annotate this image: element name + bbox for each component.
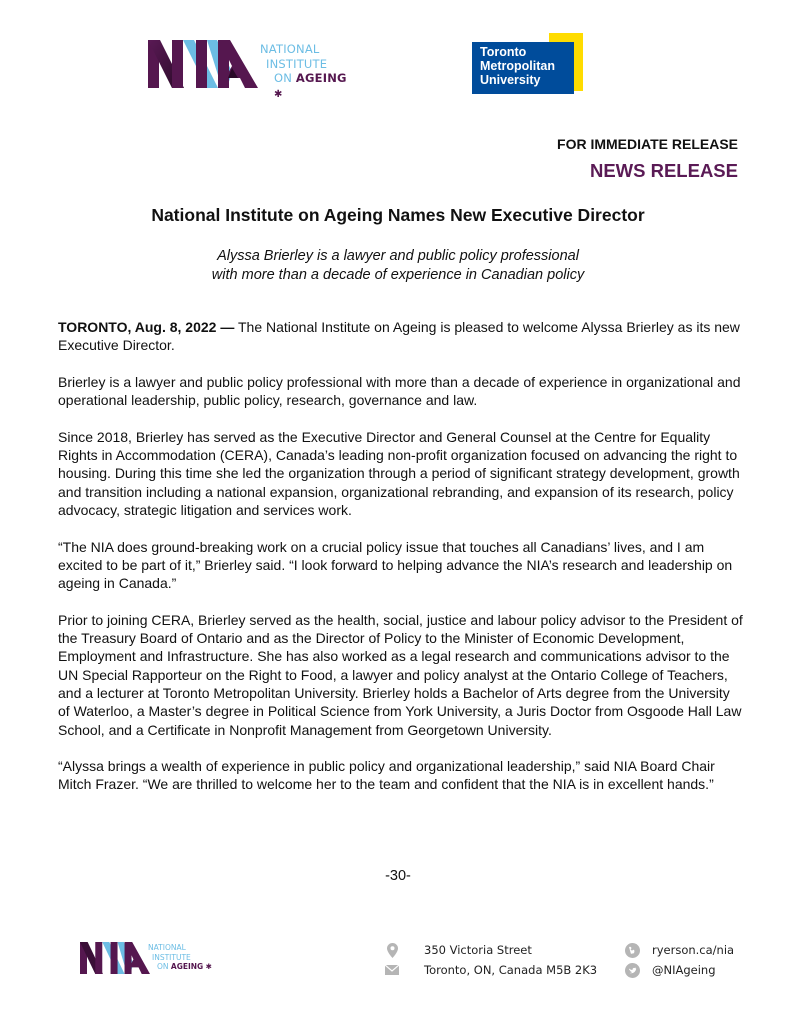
footer-logo-line-1: NATIONAL (148, 943, 186, 952)
end-mark: -30- (385, 868, 411, 884)
footer-maple-leaf-icon: ✱ (205, 962, 212, 971)
paragraph-2: Brierley is a lawyer and public policy professional with more than a decade of experience in organizational and operational leadership, public policy, research, governance and law. (58, 373, 741, 409)
subheadline (0, 247, 796, 285)
tmu-logo-line-1: Toronto (480, 45, 527, 59)
tmu-logo (472, 33, 584, 95)
paragraph-6-quote: “Alyssa brings a wealth of experience in public policy and organizational leadership,” said NIA Board Chair Mitch Frazer. “We are thrilled to welcome her to the team and confident that the NIA is in excellent hands.” (58, 758, 715, 793)
news-release-label: NEWS RELEASE (589, 160, 738, 181)
paragraph-3: Since 2018, Brierley has served as the Executive Director and General Counsel at the Centre for Equality Rights in Accommodation (CERA), Canada’s leading non-profit organization focused on advancing the right to housing. During this time she led the organization through a period of significant strategy development, growth and transition including a national expansion, organizational rebranding, and expansion of its research, policy advocacy, strategic litigation and services work. (58, 428, 740, 518)
nia-logo-mark-icon (148, 40, 258, 88)
globe-icon (624, 942, 640, 958)
maple-leaf-icon: ✱ (274, 88, 283, 100)
nia-logo-on: ON (274, 71, 293, 85)
footer-logo-on: ON (157, 962, 169, 971)
footer-nia-logo (80, 942, 230, 974)
footer-website-link[interactable]: ryerson.ca/nia (652, 943, 735, 957)
headline: National Institute on Ageing Names New Executive Director (151, 205, 645, 225)
tmu-logo-line-2: Metropolitan (480, 59, 555, 73)
footer-nia-logo-wordmark (148, 943, 212, 972)
footer-logo-line-3 (148, 962, 212, 972)
map-pin-icon (384, 942, 400, 958)
tmu-logo-line-3: University (480, 73, 541, 87)
footer-nia-logo-mark-icon (80, 942, 150, 974)
paragraph-5: Prior to joining CERA, Brierley served as the health, social, justice and labour policy advisor to the President of the Treasury Board of Ontario and as the Director of Policy to the Minister of Economic Development, Employment and Infrastructure. She has also worked as a legal research and communications advisor to the UN Special Rapporteur on the Right to Food, a lawyer and policy analyst at the Ontario College of Teachers, and a lecturer at Toronto Metropolitan University. Brierley holds a Bachelor of Arts degree from the University of Waterloo, a Master’s degree in Political Science from York University, a Juris Doctor from Osgoode Hall Law School, and a Certificate in Nonprofit Management from Georgetown University. (58, 611, 743, 738)
footer-twitter-handle[interactable]: @NIAgeing (652, 963, 716, 977)
envelope-icon (384, 962, 400, 978)
subheadline-line-2: with more than a decade of experience in Canadian policy (211, 267, 585, 283)
footer-address-line-1: 350 Victoria Street (424, 943, 532, 957)
paragraph-1 (58, 318, 744, 355)
footer-address-line-2: Toronto, ON, Canada M5B 2K3 (424, 963, 598, 977)
footer-logo-ageing: AGEING (170, 962, 204, 971)
nia-logo (148, 40, 358, 100)
nia-logo-line-1: NATIONAL (260, 42, 320, 56)
twitter-icon (624, 962, 640, 978)
nia-logo-wordmark (260, 42, 358, 102)
footer-address-line-2-row (384, 962, 597, 978)
article-body (58, 318, 744, 812)
tmu-logo-wordmark (480, 45, 555, 87)
nia-logo-line-2: INSTITUTE (266, 56, 328, 71)
paragraph-4-quote: “The NIA does ground-breaking work on a crucial policy issue that touches all Canadians’ lives, and I am excited to be part of it,” Brierley said. “I look forward to helping advance the NIA’s research and leadership on ageing in Canada.” (58, 538, 733, 592)
footer-logo-line-2: INSTITUTE (152, 952, 191, 962)
paragraph-1-text: The National Institute on Ageing is pleased to welcome Alyssa Brierley as its new Executive Director. (58, 319, 740, 354)
footer-twitter-row[interactable] (624, 962, 716, 978)
subheadline-line-1: Alyssa Brierley is a lawyer and public policy professional (217, 248, 579, 264)
footer-website-row[interactable] (624, 942, 734, 958)
footer-address-line-1-row (384, 942, 532, 958)
dateline: TORONTO, Aug. 8, 2022 — (58, 319, 235, 335)
nia-logo-ageing: AGEING (295, 71, 347, 85)
nia-logo-line-3 (260, 71, 358, 102)
release-label: FOR IMMEDIATE RELEASE (557, 136, 738, 152)
